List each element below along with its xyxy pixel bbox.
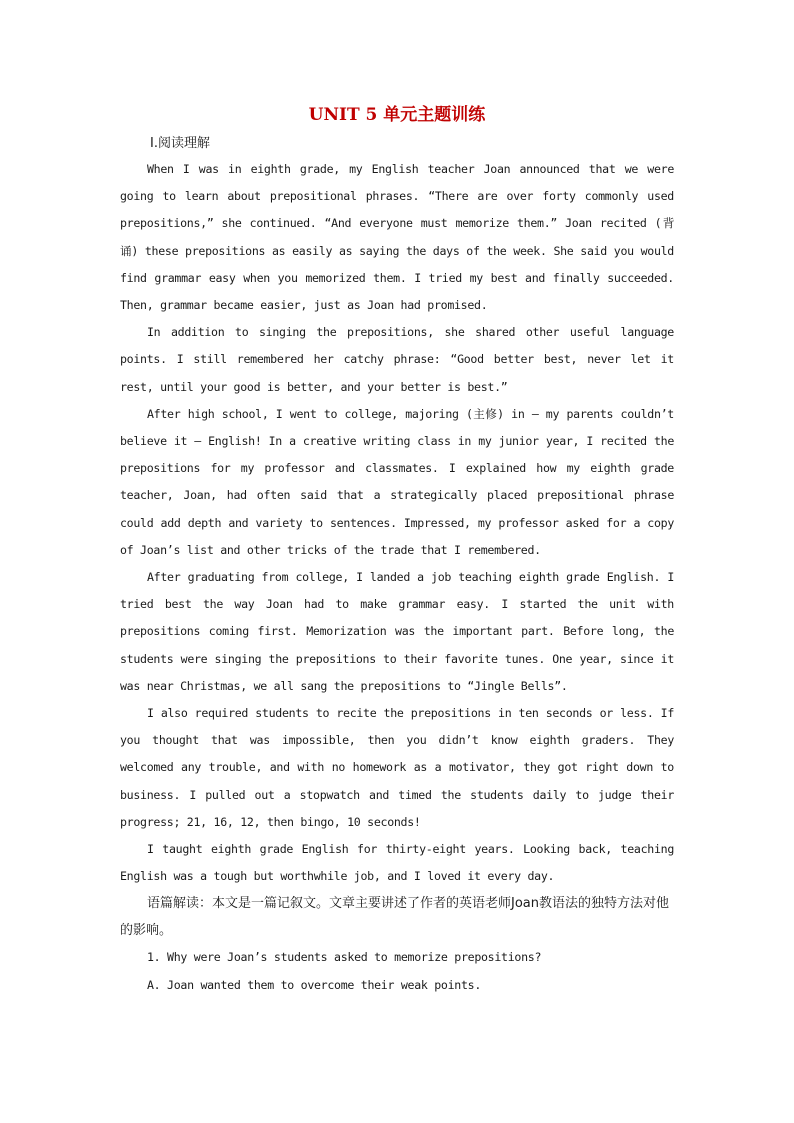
page-title: UNIT 5 单元主题训练 (308, 105, 486, 125)
passage-paragraph-3: After high school, I went to college, majoring (主修) in — my parents couldn’t believe it — English! In a creative writing class in my junior year, I recited the prepositions for my professor and classmates. I explained how my eighth grade teacher, Joan, had often said that a strategically placed prepositional phrase could add depth and variety to sentences. Impressed, my professor asked for a copy of Joan’s list and other tricks of the trade that I remembered. (120, 406, 674, 557)
question-1-option-a: A. Joan wanted them to overcome their weak points. (147, 977, 482, 992)
passage-paragraph-1: When I was in eighth grade, my English teacher Joan announced that we were going to learn about prepositional phrases. “There are over forty commonly used prepositions,” she continued. “And everyone must memorize them.” Joan recited (背诵) these prepositions as easily as saying the days of the week. She said you would find grammar easy when you memorized them. I tried my best and finally succeeded. Then, grammar became easier, just as Joan had promised. (120, 162, 674, 313)
question-1: 1. Why were Joan’s students asked to memorize prepositions? (147, 950, 542, 965)
passage-paragraph-2: In addition to singing the prepositions, she shared other useful language points. I still remembered her catchy phrase: “Good better best, never let it rest, until your good is better, and your better is best.” (120, 325, 674, 394)
passage-analysis-note: 语篇解读：本文是一篇记叙文。文章主要讲述了作者的英语老师Joan教语法的独特方法对他的影响。 (120, 896, 669, 939)
passage-paragraph-6: I taught eighth grade English for thirty-eight years. Looking back, teaching English was a tough but worthwhile job, and I loved it every day. (120, 842, 674, 884)
passage-paragraph-4: After graduating from college, I landed a job teaching eighth grade English. I tried best the way Joan had to make grammar easy. I started the unit with prepositions coming first. Memorization was the important part. Before long, the students were singing the prepositions to their favorite tunes. One year, since it was near Christmas, we all sang the prepositions to “Jingle Bells”. (120, 570, 674, 693)
document-page (120, 100, 674, 999)
section-heading: Ⅰ.阅读理解 (150, 136, 210, 151)
passage-paragraph-5: I also required students to recite the prepositions in ten seconds or less. If you thought that was impossible, then you didn’t know eighth graders. They welcomed any trouble, and with no homework as a motivator, they got right down to business. I pulled out a stopwatch and timed the students daily to judge their progress; 21, 16, 12, then bingo, 10 seconds! (120, 706, 674, 829)
